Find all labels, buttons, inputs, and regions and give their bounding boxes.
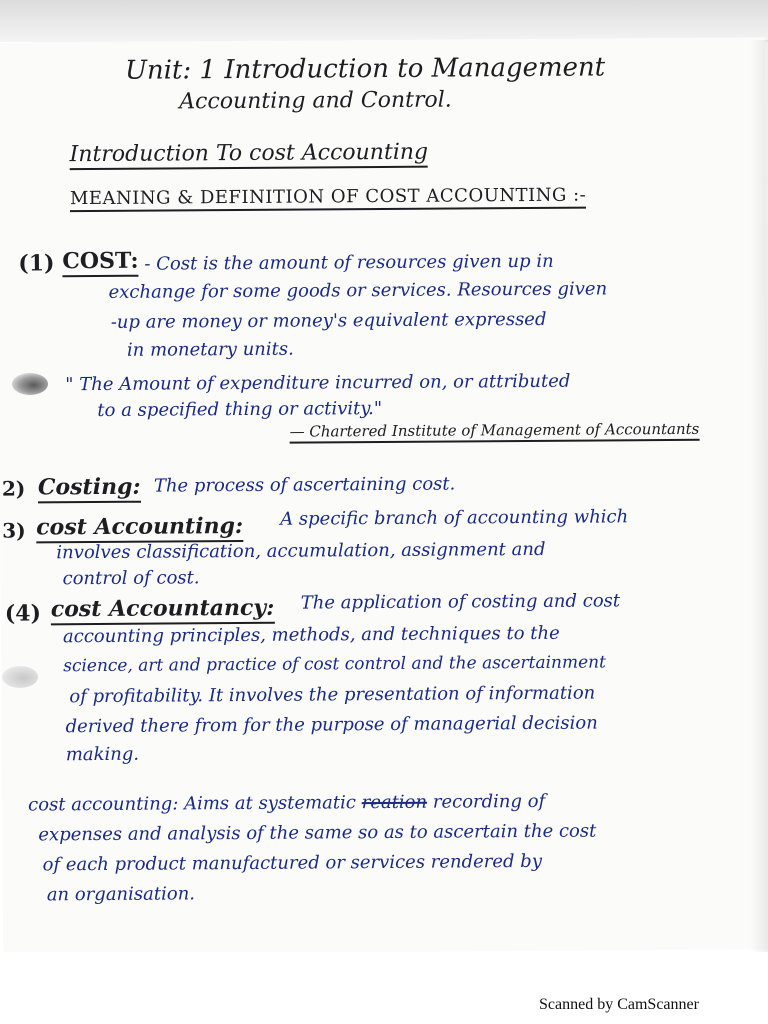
section-title: MEANING & DEFINITION OF COST ACCOUNTING :- — [70, 185, 586, 213]
scanner-watermark: Scanned by CamScanner — [539, 996, 699, 1013]
note-line-3: of each product manufactured or services rendered by — [42, 850, 543, 876]
quote-source: — Chartered Institute of Management of Accountants — [289, 420, 699, 444]
item-number-4: (4) — [4, 600, 42, 627]
note-line-2: expenses and analysis of the same so as to ascertain the cost — [38, 820, 597, 846]
term-cost-accounting: cost Accounting: — [36, 513, 243, 543]
note-line-1-end: recording of — [432, 790, 546, 813]
notebook-page — [0, 37, 768, 954]
subheading: Introduction To cost Accounting — [70, 140, 429, 171]
item-number-1: (1) — [18, 250, 55, 277]
page-title-line-1: Unit: 1 Introduction to Management — [124, 52, 606, 86]
note-line-4: an organisation. — [46, 883, 196, 906]
cost-definition-line-2: exchange for some goods or services. Resources given — [108, 278, 608, 303]
cost-accountancy-line-3: science, art and practice of cost control and the ascertainment — [63, 652, 606, 677]
note-struck-word: reation — [361, 791, 428, 814]
cost-accountancy-line-2: accounting principles, methods, and techniques to the — [62, 622, 560, 648]
cost-accountancy-line-5: derived there from for the purpose of managerial decision — [65, 712, 598, 738]
quote-line-2: to a specified thing or activity." — [97, 398, 383, 421]
costing-definition: The process of ascertaining cost. — [153, 473, 456, 497]
cost-accounting-line-2: involves classification, accumulation, assignment and — [56, 538, 546, 564]
cost-definition-line-1: - Cost is the amount of resources given up in — [144, 250, 554, 275]
item-number-3: 3) — [2, 518, 26, 543]
cost-accountancy-line-6: making. — [65, 743, 140, 766]
binder-hole-bottom — [2, 666, 38, 688]
scan-background-top — [0, 0, 768, 42]
cost-accountancy-line-1: The application of costing and cost — [300, 590, 621, 614]
cost-accounting-line-3: control of cost. — [62, 567, 200, 590]
cost-definition-line-3: -up are money or money's equivalent expressed — [110, 308, 547, 333]
note-line-1 — [28, 791, 545, 816]
term-costing: Costing: — [38, 474, 141, 504]
cost-definition-line-4: in monetary units. — [126, 338, 294, 361]
item-number-2: 2) — [1, 476, 26, 501]
quote-line-1: " The Amount of expenditure incurred on, or attributed — [65, 370, 571, 396]
cost-accounting-line-1: A specific branch of accounting which — [280, 506, 629, 530]
note-line-1-start: cost accounting: Aims at systematic — [28, 792, 357, 816]
cost-accountancy-line-4: of profitability. It involves the presentation of information — [69, 682, 596, 708]
term-cost: COST: — [62, 248, 138, 278]
page-edge-shadow — [750, 40, 768, 952]
term-cost-accountancy: cost Accountancy: — [51, 595, 275, 626]
binder-hole-top — [12, 373, 48, 395]
page-title-line-2: Accounting and Control. — [179, 87, 452, 115]
